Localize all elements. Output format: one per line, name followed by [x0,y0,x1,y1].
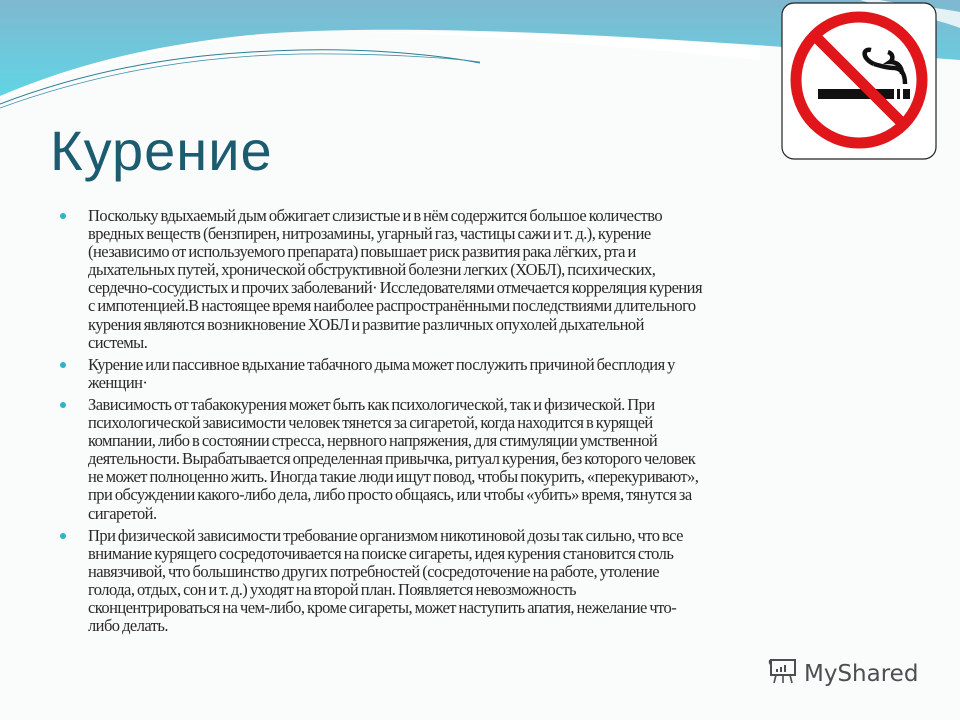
bullet-icon [60,533,66,539]
bullet-icon [60,213,66,219]
text-line: психологической зависимости человек тянется за сигаретой, когда находится в курящей [88,413,653,433]
text-line: курения являются возникновение ХОБЛ и развитие различных опухолей дыхательной [88,314,644,334]
text-line: компании, либо в состоянии стресса, нервного напряжения, для стимуляции умственной [88,431,658,451]
text-line: деятельности. Вырабатывается определенная привычка, ритуал курения, без которого человек [88,449,696,469]
text-line: при обсуждении какого-либо дела, либо просто общаясь, или чтобы «убить» время, тянутся за [88,485,692,505]
bullet-item [60,356,920,392]
slide-title: Курение [50,119,273,182]
text-line: При физической зависимости требование организмом никотиновой дозы так сильно, что все [88,525,683,545]
bullet-list [60,207,920,639]
bullet-item [60,396,920,523]
bullet-item [60,207,920,352]
text-line: женщин· [88,372,148,392]
text-line: (независимо от используемого препарата) повышает риск развития рака лёгких, рта и [88,242,636,262]
text-line: Поскольку вдыхаемый дым обжигает слизистые и в нём содержится большое количество [88,206,663,225]
text-line: либо делать. [88,616,168,636]
myshared-watermark [768,656,918,691]
text-line: сконцентрироваться на чем-либо, кроме сигареты, может наступить апатия, нежелание что- [88,597,677,617]
text-line: не может полноценно жить. Иногда такие люди ищут повод, чтобы покурить, «перекуривают», [88,467,699,487]
presentation-board-icon [768,656,798,691]
text-line: дыхательных путей, хронической обструктивной болезни легких (ХОБЛ), психических, [88,260,656,280]
bullet-icon [60,402,66,408]
text-line: голода, отдых, сон и т. д.) уходят на второй план. Появляется невозможность [88,579,576,599]
text-line: Зависимость от табакокурения может быть как психологической, так и физической. При [88,394,655,414]
bullet-item [60,527,920,636]
watermark-text: MyShared [804,660,919,687]
text-line: системы. [88,332,148,352]
text-line: вредных веществ (бензпирен, нитрозамины, угарный газ, частицы сажи и т. д.), курение [88,224,651,244]
text-line: Курение или пассивное вдыхание табачного дыма может послужить причиной бесплодия у [88,354,675,374]
text-line: сердечно-сосудистых и прочих заболеваний· Исследователями отмечается корреляция курения [88,278,702,298]
bullet-icon [60,362,66,368]
text-line: внимание курящего сосредоточивается на поиске сигареты, идея курения становится столь [88,543,674,563]
text-line: с импотенцией.В настоящее время наиболее распространёнными последствиями длительного [88,296,696,316]
text-line: навязчивой, что большинство других потребностей (сосредоточение на работе, утоление [88,561,660,581]
text-line: сигаретой. [88,503,157,523]
no-smoking-sign-icon [781,2,937,160]
